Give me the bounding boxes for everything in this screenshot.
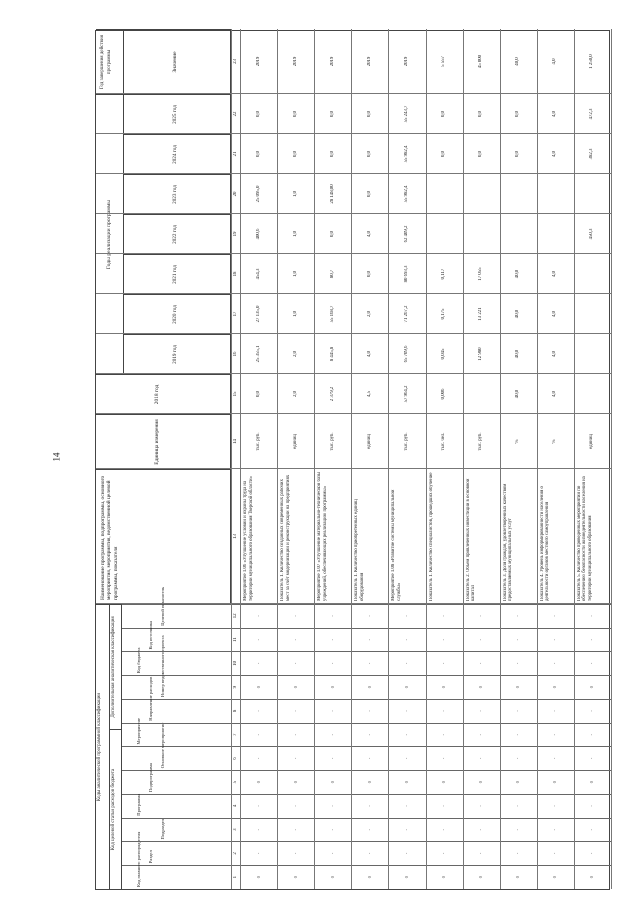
row-year-value: 4,0 — [552, 271, 558, 277]
code-column-label: Основное мероприятие — [160, 722, 165, 769]
row-year-value: 55 982,4 — [403, 145, 409, 163]
year-header: 2024 год — [124, 134, 231, 174]
row-year-value: 55 243,7 — [403, 105, 409, 123]
row-name: Показатель 4. Уровень информированности населения о деятельности органов местного самоуправления — [539, 486, 551, 601]
budget-code-subheader: Код целевой статьи расходов бюджета — [110, 729, 122, 889]
row-year-value: 4,0 — [366, 351, 372, 357]
code-value: - — [292, 852, 298, 855]
code-value: 0 — [366, 781, 372, 784]
row-year-value: 8 445,8 — [329, 346, 335, 362]
row-year-value: 0,117 — [441, 268, 447, 280]
years-group-header: Годы реализации программы — [96, 94, 124, 374]
row-year-value: 62 409,2 — [403, 225, 409, 243]
row-final-value: 2019 — [366, 56, 372, 67]
row-year-value: 0,0 — [255, 111, 261, 117]
row-divider — [463, 29, 464, 889]
code-value: - — [366, 852, 372, 855]
row-unit: тыс. руб. — [329, 432, 335, 451]
code-value: - — [255, 710, 261, 712]
row-year-value: 2,0 — [366, 311, 372, 317]
row-year-value: 25 355,1 — [255, 345, 261, 363]
row-final-value: 5 557 — [441, 56, 447, 67]
row-year-value: 382,3 — [589, 148, 595, 160]
code-column-label: Подпрограмма — [148, 763, 153, 792]
row-year-value: 454,3 — [255, 268, 261, 280]
code-value: 0 — [329, 686, 335, 689]
code-value: - — [292, 828, 298, 831]
code-value: - — [255, 852, 261, 855]
year-header: 2021 год — [124, 254, 231, 294]
row-year-value: 80,7 — [329, 269, 335, 279]
code-value: - — [478, 805, 484, 807]
code-column-label: Код главного распорядителя — [136, 831, 141, 887]
column-number: 4 — [233, 804, 238, 808]
column-number: 20 — [233, 191, 238, 197]
row-year-value: 17 055 — [478, 267, 484, 281]
column-divider — [96, 213, 611, 214]
column-number: 7 — [233, 733, 238, 736]
row-base-value: 57 964,2 — [403, 385, 409, 403]
column-number: 21 — [233, 151, 238, 157]
row-year-value: 0,0 — [366, 271, 372, 277]
code-value: 0 — [329, 876, 335, 879]
column-number: 6 — [233, 757, 238, 760]
row-year-value: 0,0 — [292, 111, 298, 117]
row-name: Показатель 1. Количество приобретённых единиц оборудования — [354, 499, 365, 601]
row-year-value: 40,0 — [515, 309, 521, 319]
row-year-value: 0,0 — [515, 151, 521, 157]
code-value: 0 — [292, 781, 298, 784]
code-value: - — [515, 757, 521, 760]
row-unit: тыс. руб. — [478, 432, 484, 451]
row-base-value: 4,5 — [366, 391, 372, 397]
row-final-value: 45 000 — [478, 54, 484, 69]
code-value: 0 — [589, 876, 595, 879]
code-value: - — [552, 662, 558, 665]
code-value: 0 — [478, 876, 484, 879]
code-value: - — [366, 710, 372, 712]
code-value: 0 — [366, 686, 372, 689]
code-value: - — [515, 662, 521, 665]
row-year-value: 25 095,0 — [255, 185, 261, 203]
row-base-value: 2,0 — [292, 391, 298, 397]
number-strip-divider — [240, 29, 241, 889]
column-divider — [96, 173, 611, 174]
code-value: 0 — [589, 781, 595, 784]
row-year-value: 0,0 — [366, 191, 372, 197]
column-number: 5 — [233, 780, 238, 784]
row-final-value: 2019 — [255, 56, 261, 67]
row-unit: единиц — [589, 434, 595, 449]
code-value: - — [515, 828, 521, 831]
code-value: - — [589, 662, 595, 665]
code-value: - — [366, 757, 372, 760]
name-column-header: Наименование программы, подпрограммы, основного мероприятия, мероприятия, ведомственной целевой программы, показателя — [96, 469, 231, 604]
code-value: 0 — [589, 686, 595, 689]
row-year-value: 0,0 — [441, 151, 447, 157]
program-table — [95, 30, 610, 890]
base-year-header: 2018 год — [96, 374, 231, 414]
row-divider — [574, 29, 575, 889]
row-year-value: 2,0 — [292, 351, 298, 357]
row-year-value: 12 980 — [478, 347, 484, 361]
row-divider — [388, 29, 389, 889]
column-number: 8 — [233, 709, 238, 713]
code-value: 0 — [255, 686, 261, 689]
code-value: - — [403, 662, 409, 665]
code-value: 0 — [329, 781, 335, 784]
code-column-label: Код бюджета — [136, 647, 141, 674]
code-value: - — [478, 662, 484, 665]
code-value: - — [441, 710, 447, 712]
row-divider — [426, 29, 427, 889]
code-value: - — [329, 615, 335, 617]
row-unit: тыс. руб. — [255, 432, 261, 451]
code-column-label: Целевой показатель — [160, 586, 165, 626]
code-value: - — [329, 662, 335, 665]
code-value: - — [552, 615, 558, 617]
code-value: - — [255, 805, 261, 807]
code-value: 0 — [403, 876, 409, 879]
code-value: 0 — [552, 781, 558, 784]
year-header: 2019 год — [124, 334, 231, 374]
code-value: - — [515, 710, 521, 712]
code-value: 0 — [292, 876, 298, 879]
code-column-label: Подраздел — [160, 818, 165, 840]
column-number: 3 — [233, 828, 238, 831]
row-year-value: 4,0 — [552, 111, 558, 117]
row-year-value: 4,0 — [552, 311, 558, 317]
column-divider — [96, 468, 611, 469]
row-divider — [611, 29, 612, 889]
row-year-value: 4,0 — [552, 151, 558, 157]
code-value: 0 — [366, 876, 372, 879]
column-divider — [96, 293, 611, 294]
row-year-value: 0,0 — [478, 111, 484, 117]
column-divider — [96, 603, 611, 604]
code-value: - — [515, 733, 521, 736]
code-value: - — [403, 828, 409, 831]
code-value: 0 — [441, 686, 447, 689]
row-year-value: 0,0 — [366, 151, 372, 157]
year-header: 2020 год — [124, 294, 231, 334]
row-year-value: 0,0 — [478, 151, 484, 157]
code-value: - — [441, 828, 447, 831]
code-value: 0 — [515, 781, 521, 784]
code-value: 0 — [403, 686, 409, 689]
column-divider — [96, 333, 611, 334]
row-year-value: 27 135,0 — [255, 305, 261, 323]
row-final-value: 4,0 — [552, 58, 558, 65]
code-value: - — [329, 852, 335, 855]
row-name: Мероприятие 1.08 «Развитие системы муниципальной службы» — [391, 489, 402, 601]
row-year-value: 0,175 — [441, 308, 447, 320]
row-base-value: 4,0 — [552, 391, 558, 397]
column-number: 16 — [233, 351, 238, 357]
code-value: - — [478, 710, 484, 712]
code-value: - — [441, 615, 447, 617]
code-value: - — [552, 638, 558, 641]
final-group-header: Год завершения действия программы — [96, 29, 124, 94]
code-value: - — [478, 852, 484, 855]
code-value: - — [441, 757, 447, 760]
code-value: 0 — [441, 876, 447, 879]
code-value: - — [255, 638, 261, 641]
code-value: 0 — [552, 876, 558, 879]
column-number: 10 — [233, 660, 238, 666]
row-name: Показатель 1. Количество созданных современных рабочих мест за счёт модернизации и реконструкции на предприятиях — [280, 474, 291, 601]
code-value: - — [589, 852, 595, 855]
row-year-value: 28 148,00 — [329, 184, 335, 204]
code-value: - — [292, 615, 298, 617]
codes-group-header: Коды аналитической программной классификации — [96, 604, 110, 889]
row-year-value: 55 982,4 — [403, 185, 409, 203]
column-number: 18 — [233, 271, 238, 277]
row-unit: единиц — [366, 434, 372, 449]
row-name: Мероприятие 1.07 «Улучшение материально-технической базы учреждений, обеспечивающих реализацию программы» — [317, 471, 328, 601]
row-final-value: 40,0 — [515, 57, 521, 66]
row-name: Показатель 5. Количество проведённых мероприятий по обеспечению безопасности жизнедеятельности населения на территории муниципального образования — [576, 476, 594, 601]
row-year-value: 13 221 — [478, 307, 484, 321]
code-column-label: Раздел — [148, 850, 153, 864]
row-year-value: 1,0 — [292, 191, 298, 197]
row-year-value: 1,0 — [292, 231, 298, 237]
code-value: - — [403, 733, 409, 736]
row-year-value: 40,0 — [515, 349, 521, 359]
code-value: 0 — [441, 781, 447, 784]
row-year-value: 0,045 — [441, 348, 447, 360]
code-value: - — [478, 638, 484, 641]
row-year-value: 4,0 — [552, 351, 558, 357]
code-value: - — [292, 710, 298, 712]
code-value: - — [441, 662, 447, 665]
code-value: - — [292, 733, 298, 736]
code-value: - — [329, 828, 335, 831]
row-divider — [314, 29, 315, 889]
code-value: - — [441, 638, 447, 641]
column-divider — [96, 93, 611, 94]
code-value: - — [515, 638, 521, 641]
row-name: Показатель 2. Объём привлечённых инвестиций в основной капитал — [465, 478, 477, 601]
code-value: - — [403, 757, 409, 760]
row-year-value: 0,0 — [329, 111, 335, 117]
code-value: - — [292, 757, 298, 760]
code-value: - — [255, 757, 261, 760]
row-name: Показатель 3. Доля граждан, удовлетворённых качеством предоставляемых муниципальных услуг — [502, 483, 514, 601]
column-number: 2 — [233, 852, 238, 855]
row-year-value: 1,0 — [292, 271, 298, 277]
code-value: - — [292, 638, 298, 641]
row-year-value: 65 709,6 — [403, 345, 409, 363]
code-value: - — [292, 662, 298, 665]
row-year-value: 0,0 — [329, 151, 335, 157]
page-number: 14 — [51, 452, 62, 462]
code-value: - — [366, 828, 372, 831]
row-unit: тыс. чел. — [441, 432, 447, 451]
code-value: - — [366, 615, 372, 617]
unit-column-header: Единица измерения — [96, 414, 231, 469]
row-year-value: 450,3 — [589, 228, 595, 240]
row-base-value: 2 379,2 — [329, 386, 335, 402]
code-value: - — [255, 615, 261, 617]
code-value: - — [366, 805, 372, 807]
code-column-label: Направление расходов — [148, 676, 153, 721]
row-year-value: 0,0 — [366, 111, 372, 117]
code-value: 0 — [478, 686, 484, 689]
code-value: - — [329, 710, 335, 712]
code-value: 0 — [255, 876, 261, 879]
code-value: - — [589, 638, 595, 641]
row-final-value: 2019 — [292, 56, 298, 67]
code-value: - — [478, 733, 484, 736]
code-value: - — [589, 828, 595, 831]
year-header: 2023 год — [124, 174, 231, 214]
row-year-value: 0,0 — [329, 231, 335, 237]
code-value: - — [255, 662, 261, 665]
code-value: - — [441, 733, 447, 736]
column-number: 17 — [233, 311, 238, 317]
row-unit: % — [552, 439, 558, 444]
code-value: 0 — [403, 781, 409, 784]
row-base-value: 0,0 — [255, 391, 261, 397]
code-value: - — [403, 805, 409, 807]
column-number: 9 — [233, 685, 238, 689]
code-value: 0 — [515, 876, 521, 879]
code-value: - — [403, 710, 409, 712]
row-year-value: 80 693,3 — [403, 265, 409, 283]
column-number: 15 — [233, 391, 238, 397]
year-header: 2022 год — [124, 214, 231, 254]
code-value: - — [552, 805, 558, 807]
code-value: - — [255, 828, 261, 831]
row-unit: тыс. руб. — [403, 432, 409, 451]
code-value: - — [478, 757, 484, 760]
column-divider — [96, 253, 611, 254]
code-value: - — [329, 757, 335, 760]
code-value: - — [441, 805, 447, 807]
code-value: 0 — [478, 781, 484, 784]
year-header: 2025 год — [124, 94, 231, 134]
row-final-value: 1 250,0 — [589, 54, 595, 69]
row-year-value: 0,0 — [292, 151, 298, 157]
code-value: - — [366, 662, 372, 665]
code-value: - — [589, 615, 595, 617]
code-column-label: Номер ведомственного проекта — [160, 635, 165, 697]
code-value: - — [329, 638, 335, 641]
row-final-value: 2019 — [329, 56, 335, 67]
code-value: - — [441, 852, 447, 855]
row-base-value: 40,0 — [515, 389, 521, 399]
code-value: 0 — [515, 686, 521, 689]
column-number: 14 — [233, 439, 238, 444]
code-column-label: Мероприятие — [136, 718, 141, 745]
row-divider — [277, 29, 278, 889]
row-year-value: 55 168,7 — [329, 305, 335, 323]
code-value: - — [552, 852, 558, 855]
column-number: 11 — [233, 637, 238, 642]
code-value: 0 — [292, 686, 298, 689]
header-divider — [231, 29, 232, 889]
row-name: Показатель 1. Количество специалистов, прошедших обучение — [428, 472, 434, 601]
code-value: - — [329, 805, 335, 807]
row-unit: % — [515, 439, 521, 444]
code-value: - — [589, 757, 595, 760]
code-value: - — [552, 710, 558, 712]
code-value: - — [403, 852, 409, 855]
row-divider — [351, 29, 352, 889]
row-year-value: 71 267,2 — [403, 305, 409, 323]
row-year-value: 400,6 — [255, 228, 261, 240]
code-value: - — [552, 828, 558, 831]
code-value: - — [552, 733, 558, 736]
code-value: - — [589, 710, 595, 712]
column-number: 1 — [233, 875, 238, 879]
code-value: - — [478, 828, 484, 831]
code-value: - — [478, 615, 484, 617]
row-unit: единиц — [292, 434, 298, 449]
code-value: - — [292, 805, 298, 807]
row-year-value: 1,0 — [292, 311, 298, 317]
code-value: - — [589, 733, 595, 736]
code-column-label: Код источника — [148, 620, 153, 650]
row-year-value: 0,0 — [441, 111, 447, 117]
final-value-header: Значение — [124, 29, 231, 94]
row-year-value: 4,0 — [366, 231, 372, 237]
code-value: - — [589, 805, 595, 807]
code-value: 0 — [255, 781, 261, 784]
column-divider — [96, 133, 611, 134]
code-value: - — [515, 852, 521, 855]
code-column-label: Программа — [136, 793, 141, 816]
code-value: - — [403, 615, 409, 617]
extra-code-subheader: Дополнительная аналитическая классификация — [110, 604, 122, 729]
column-divider — [96, 373, 611, 374]
row-year-value: 40,0 — [515, 269, 521, 279]
row-base-value: 0,006 — [441, 388, 447, 400]
column-divider — [96, 413, 611, 414]
code-value: - — [366, 638, 372, 641]
row-year-value: 472,3 — [589, 108, 595, 120]
column-number: 13 — [233, 534, 238, 539]
code-value: - — [515, 615, 521, 617]
row-year-value: 0,0 — [515, 111, 521, 117]
row-divider — [537, 29, 538, 889]
row-name: Мероприятие 1.06 «Улучшение условий и охраны труда на территории муниципального образования Тверской области» — [243, 476, 254, 601]
code-value: - — [403, 638, 409, 641]
column-number: 12 — [233, 613, 238, 619]
column-number: 23 — [233, 59, 238, 64]
row-divider — [500, 29, 501, 889]
column-number: 22 — [233, 111, 238, 117]
row-final-value: 2019 — [403, 56, 409, 67]
code-value: - — [552, 757, 558, 760]
code-value: - — [255, 733, 261, 736]
code-value: - — [515, 805, 521, 807]
column-number: 19 — [233, 231, 238, 237]
code-value: - — [366, 733, 372, 736]
row-year-value: 0,0 — [255, 151, 261, 157]
code-value: 0 — [552, 686, 558, 689]
code-value: - — [329, 733, 335, 736]
